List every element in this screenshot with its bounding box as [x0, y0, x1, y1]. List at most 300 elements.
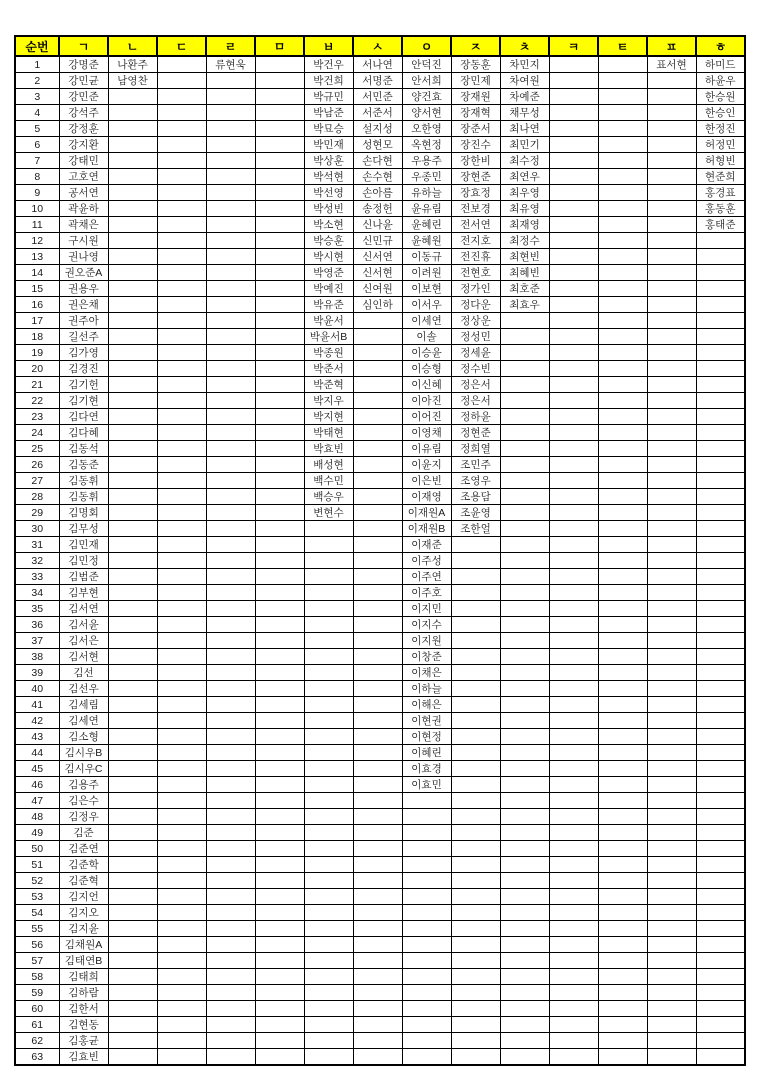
row-number-cell[interactable]: 17	[15, 313, 59, 329]
name-cell[interactable]: 김은수	[59, 793, 108, 809]
name-cell[interactable]: 차예준	[500, 89, 549, 105]
name-cell[interactable]	[500, 553, 549, 569]
name-cell[interactable]	[206, 937, 255, 953]
name-cell[interactable]: 양서현	[402, 105, 451, 121]
name-cell[interactable]: 김다혜	[59, 425, 108, 441]
name-cell[interactable]	[598, 105, 647, 121]
name-cell[interactable]: 김선	[59, 665, 108, 681]
name-cell[interactable]	[108, 889, 157, 905]
name-cell[interactable]	[696, 937, 745, 953]
name-cell[interactable]	[598, 681, 647, 697]
name-cell[interactable]	[598, 793, 647, 809]
name-cell[interactable]	[696, 825, 745, 841]
name-cell[interactable]	[598, 1017, 647, 1033]
name-cell[interactable]	[353, 473, 402, 489]
name-cell[interactable]	[598, 969, 647, 985]
row-number-cell[interactable]: 26	[15, 457, 59, 473]
name-cell[interactable]: 김경진	[59, 361, 108, 377]
name-cell[interactable]	[206, 297, 255, 313]
name-cell[interactable]	[157, 553, 206, 569]
name-cell[interactable]: 김지윤	[59, 921, 108, 937]
name-cell[interactable]	[353, 489, 402, 505]
name-cell[interactable]: 서민준	[353, 89, 402, 105]
name-cell[interactable]	[451, 1033, 500, 1049]
name-cell[interactable]: 김시우C	[59, 761, 108, 777]
name-cell[interactable]	[206, 537, 255, 553]
name-cell[interactable]	[206, 617, 255, 633]
name-cell[interactable]: 정은서	[451, 393, 500, 409]
name-cell[interactable]	[549, 137, 598, 153]
name-cell[interactable]	[647, 153, 696, 169]
name-cell[interactable]	[353, 921, 402, 937]
name-cell[interactable]	[304, 777, 353, 793]
name-cell[interactable]	[451, 793, 500, 809]
name-cell[interactable]	[206, 409, 255, 425]
name-cell[interactable]: 최효우	[500, 297, 549, 313]
name-cell[interactable]	[353, 425, 402, 441]
name-cell[interactable]	[647, 217, 696, 233]
name-cell[interactable]	[696, 313, 745, 329]
name-cell[interactable]	[255, 345, 304, 361]
name-cell[interactable]	[500, 969, 549, 985]
name-cell[interactable]	[157, 297, 206, 313]
name-cell[interactable]	[647, 553, 696, 569]
name-cell[interactable]	[255, 473, 304, 489]
name-cell[interactable]: 최호준	[500, 281, 549, 297]
name-cell[interactable]	[598, 553, 647, 569]
name-cell[interactable]: 전서연	[451, 217, 500, 233]
name-cell[interactable]: 김채원A	[59, 937, 108, 953]
name-cell[interactable]	[402, 1001, 451, 1017]
name-cell[interactable]	[500, 793, 549, 809]
name-cell[interactable]	[157, 105, 206, 121]
name-cell[interactable]	[157, 745, 206, 761]
name-cell[interactable]	[451, 873, 500, 889]
name-cell[interactable]	[598, 1001, 647, 1017]
name-cell[interactable]	[255, 1049, 304, 1066]
name-cell[interactable]	[549, 297, 598, 313]
name-cell[interactable]	[157, 985, 206, 1001]
name-cell[interactable]	[598, 345, 647, 361]
name-cell[interactable]	[353, 953, 402, 969]
name-cell[interactable]	[353, 681, 402, 697]
name-cell[interactable]	[255, 793, 304, 809]
name-cell[interactable]: 최유영	[500, 201, 549, 217]
name-cell[interactable]	[304, 969, 353, 985]
name-cell[interactable]	[206, 585, 255, 601]
name-cell[interactable]	[157, 409, 206, 425]
name-cell[interactable]: 강명준	[59, 56, 108, 73]
name-cell[interactable]	[500, 361, 549, 377]
name-cell[interactable]	[353, 313, 402, 329]
name-cell[interactable]	[500, 345, 549, 361]
name-cell[interactable]	[108, 953, 157, 969]
name-cell[interactable]	[353, 505, 402, 521]
name-cell[interactable]: 박건우	[304, 56, 353, 73]
name-cell[interactable]	[108, 249, 157, 265]
name-cell[interactable]	[157, 233, 206, 249]
name-cell[interactable]: 권나영	[59, 249, 108, 265]
name-cell[interactable]	[647, 729, 696, 745]
name-cell[interactable]	[549, 793, 598, 809]
name-cell[interactable]	[157, 489, 206, 505]
name-cell[interactable]	[206, 809, 255, 825]
name-cell[interactable]	[598, 617, 647, 633]
name-cell[interactable]: 김준학	[59, 857, 108, 873]
name-cell[interactable]	[549, 841, 598, 857]
name-cell[interactable]: 장동훈	[451, 56, 500, 73]
name-cell[interactable]	[353, 825, 402, 841]
name-cell[interactable]	[451, 969, 500, 985]
name-cell[interactable]	[304, 937, 353, 953]
name-cell[interactable]: 곽윤하	[59, 201, 108, 217]
name-cell[interactable]	[549, 329, 598, 345]
name-cell[interactable]	[500, 857, 549, 873]
name-cell[interactable]: 김준	[59, 825, 108, 841]
name-cell[interactable]	[353, 633, 402, 649]
row-number-cell[interactable]: 56	[15, 937, 59, 953]
name-cell[interactable]: 김선우	[59, 681, 108, 697]
name-cell[interactable]	[549, 233, 598, 249]
name-cell[interactable]: 류현욱	[206, 56, 255, 73]
row-number-cell[interactable]: 62	[15, 1033, 59, 1049]
name-cell[interactable]: 김범준	[59, 569, 108, 585]
name-cell[interactable]	[206, 729, 255, 745]
name-cell[interactable]	[549, 969, 598, 985]
column-header[interactable]: ㄹ	[206, 36, 255, 56]
name-cell[interactable]	[402, 985, 451, 1001]
name-cell[interactable]	[255, 825, 304, 841]
name-cell[interactable]	[500, 409, 549, 425]
row-number-cell[interactable]: 19	[15, 345, 59, 361]
name-cell[interactable]	[157, 73, 206, 89]
name-cell[interactable]	[500, 393, 549, 409]
name-cell[interactable]	[598, 633, 647, 649]
name-cell[interactable]	[647, 121, 696, 137]
name-cell[interactable]	[255, 505, 304, 521]
name-cell[interactable]	[500, 841, 549, 857]
name-cell[interactable]	[108, 1049, 157, 1066]
name-cell[interactable]: 김소형	[59, 729, 108, 745]
name-cell[interactable]	[255, 585, 304, 601]
row-number-cell[interactable]: 10	[15, 201, 59, 217]
name-cell[interactable]	[598, 169, 647, 185]
name-cell[interactable]	[206, 361, 255, 377]
name-cell[interactable]: 우종민	[402, 169, 451, 185]
name-cell[interactable]: 이세연	[402, 313, 451, 329]
name-cell[interactable]	[255, 425, 304, 441]
name-cell[interactable]: 최정수	[500, 233, 549, 249]
name-cell[interactable]	[402, 937, 451, 953]
name-cell[interactable]	[108, 857, 157, 873]
row-number-cell[interactable]: 18	[15, 329, 59, 345]
name-cell[interactable]	[549, 265, 598, 281]
name-cell[interactable]: 윤유림	[402, 201, 451, 217]
name-cell[interactable]	[108, 713, 157, 729]
name-cell[interactable]	[500, 681, 549, 697]
name-cell[interactable]	[402, 1017, 451, 1033]
name-cell[interactable]	[696, 425, 745, 441]
name-cell[interactable]	[549, 585, 598, 601]
name-cell[interactable]	[402, 1049, 451, 1066]
name-cell[interactable]	[157, 873, 206, 889]
name-cell[interactable]	[353, 1033, 402, 1049]
name-cell[interactable]: 채무성	[500, 105, 549, 121]
name-cell[interactable]	[696, 713, 745, 729]
name-cell[interactable]	[108, 809, 157, 825]
name-cell[interactable]	[353, 585, 402, 601]
name-cell[interactable]: 강민준	[59, 89, 108, 105]
name-cell[interactable]	[206, 777, 255, 793]
name-cell[interactable]	[255, 809, 304, 825]
name-cell[interactable]: 남영찬	[108, 73, 157, 89]
name-cell[interactable]	[304, 697, 353, 713]
row-number-cell[interactable]: 6	[15, 137, 59, 153]
name-cell[interactable]: 박승훈	[304, 233, 353, 249]
name-cell[interactable]	[108, 777, 157, 793]
name-cell[interactable]	[598, 249, 647, 265]
row-number-cell[interactable]: 16	[15, 297, 59, 313]
name-cell[interactable]: 손수현	[353, 169, 402, 185]
name-cell[interactable]	[402, 825, 451, 841]
name-cell[interactable]: 최재영	[500, 217, 549, 233]
name-cell[interactable]	[451, 729, 500, 745]
name-cell[interactable]	[157, 361, 206, 377]
name-cell[interactable]: 박유준	[304, 297, 353, 313]
name-cell[interactable]	[255, 665, 304, 681]
name-cell[interactable]	[206, 889, 255, 905]
name-cell[interactable]	[206, 73, 255, 89]
name-cell[interactable]	[157, 457, 206, 473]
name-cell[interactable]	[255, 713, 304, 729]
name-cell[interactable]: 신여원	[353, 281, 402, 297]
name-cell[interactable]	[598, 873, 647, 889]
name-cell[interactable]	[598, 329, 647, 345]
name-cell[interactable]	[451, 809, 500, 825]
name-cell[interactable]	[304, 665, 353, 681]
name-cell[interactable]	[549, 889, 598, 905]
name-cell[interactable]: 김서현	[59, 649, 108, 665]
name-cell[interactable]	[647, 313, 696, 329]
name-cell[interactable]	[451, 1001, 500, 1017]
name-cell[interactable]	[598, 937, 647, 953]
row-number-cell[interactable]: 52	[15, 873, 59, 889]
name-cell[interactable]	[549, 729, 598, 745]
name-cell[interactable]: 이주호	[402, 585, 451, 601]
name-cell[interactable]: 정가인	[451, 281, 500, 297]
name-cell[interactable]	[647, 297, 696, 313]
name-cell[interactable]	[108, 345, 157, 361]
row-number-cell[interactable]: 4	[15, 105, 59, 121]
name-cell[interactable]	[549, 521, 598, 537]
name-cell[interactable]	[451, 953, 500, 969]
name-cell[interactable]	[696, 697, 745, 713]
row-number-cell[interactable]: 7	[15, 153, 59, 169]
column-header-index[interactable]: 순번	[15, 36, 59, 56]
name-cell[interactable]: 전보경	[451, 201, 500, 217]
name-cell[interactable]: 박건희	[304, 73, 353, 89]
name-cell[interactable]: 이주연	[402, 569, 451, 585]
name-cell[interactable]: 이윤지	[402, 457, 451, 473]
name-cell[interactable]	[647, 105, 696, 121]
name-cell[interactable]	[451, 553, 500, 569]
name-cell[interactable]	[647, 73, 696, 89]
name-cell[interactable]	[647, 761, 696, 777]
name-cell[interactable]	[108, 729, 157, 745]
name-cell[interactable]	[255, 201, 304, 217]
name-cell[interactable]	[647, 921, 696, 937]
name-cell[interactable]	[206, 505, 255, 521]
name-cell[interactable]	[108, 1001, 157, 1017]
name-cell[interactable]	[304, 521, 353, 537]
name-cell[interactable]	[500, 457, 549, 473]
name-cell[interactable]	[598, 409, 647, 425]
name-cell[interactable]	[353, 649, 402, 665]
column-header[interactable]: ㅍ	[647, 36, 696, 56]
name-cell[interactable]	[157, 281, 206, 297]
name-cell[interactable]	[157, 857, 206, 873]
name-cell[interactable]	[500, 937, 549, 953]
name-cell[interactable]: 정희열	[451, 441, 500, 457]
name-cell[interactable]	[157, 345, 206, 361]
name-cell[interactable]	[108, 617, 157, 633]
name-cell[interactable]	[647, 937, 696, 953]
name-cell[interactable]	[108, 601, 157, 617]
name-cell[interactable]: 이재준	[402, 537, 451, 553]
name-cell[interactable]: 공서연	[59, 185, 108, 201]
name-cell[interactable]: 박남준	[304, 105, 353, 121]
row-number-cell[interactable]: 28	[15, 489, 59, 505]
name-cell[interactable]	[108, 921, 157, 937]
name-cell[interactable]	[157, 505, 206, 521]
name-cell[interactable]	[255, 377, 304, 393]
name-cell[interactable]: 권주아	[59, 313, 108, 329]
name-cell[interactable]	[598, 953, 647, 969]
name-cell[interactable]	[255, 313, 304, 329]
name-cell[interactable]	[304, 601, 353, 617]
name-cell[interactable]	[696, 1001, 745, 1017]
name-cell[interactable]	[598, 809, 647, 825]
name-cell[interactable]: 장준서	[451, 121, 500, 137]
name-cell[interactable]	[353, 1017, 402, 1033]
name-cell[interactable]	[206, 393, 255, 409]
name-cell[interactable]	[451, 889, 500, 905]
name-cell[interactable]	[108, 793, 157, 809]
name-cell[interactable]	[255, 729, 304, 745]
name-cell[interactable]	[696, 793, 745, 809]
name-cell[interactable]	[647, 953, 696, 969]
name-cell[interactable]	[696, 633, 745, 649]
name-cell[interactable]: 강지환	[59, 137, 108, 153]
name-cell[interactable]	[647, 185, 696, 201]
name-cell[interactable]	[255, 601, 304, 617]
column-header[interactable]: ㄱ	[59, 36, 108, 56]
name-cell[interactable]	[549, 1017, 598, 1033]
name-cell[interactable]: 박효빈	[304, 441, 353, 457]
name-cell[interactable]	[206, 873, 255, 889]
name-cell[interactable]	[255, 393, 304, 409]
name-cell[interactable]	[696, 889, 745, 905]
name-cell[interactable]: 장재혁	[451, 105, 500, 121]
row-number-cell[interactable]: 41	[15, 697, 59, 713]
name-cell[interactable]	[108, 233, 157, 249]
name-cell[interactable]	[108, 825, 157, 841]
name-cell[interactable]	[549, 217, 598, 233]
name-cell[interactable]	[598, 505, 647, 521]
name-cell[interactable]: 김세림	[59, 697, 108, 713]
name-cell[interactable]	[598, 921, 647, 937]
name-cell[interactable]: 김지오	[59, 905, 108, 921]
name-cell[interactable]	[451, 665, 500, 681]
name-cell[interactable]	[304, 889, 353, 905]
name-cell[interactable]	[255, 329, 304, 345]
name-cell[interactable]	[647, 329, 696, 345]
name-cell[interactable]: 박종원	[304, 345, 353, 361]
name-cell[interactable]	[696, 969, 745, 985]
name-cell[interactable]	[157, 393, 206, 409]
name-cell[interactable]: 조윤영	[451, 505, 500, 521]
name-cell[interactable]	[696, 377, 745, 393]
row-number-cell[interactable]: 60	[15, 1001, 59, 1017]
name-cell[interactable]	[157, 153, 206, 169]
name-cell[interactable]: 박소현	[304, 217, 353, 233]
name-cell[interactable]	[647, 441, 696, 457]
name-cell[interactable]: 서나연	[353, 56, 402, 73]
name-cell[interactable]: 구시원	[59, 233, 108, 249]
name-cell[interactable]	[108, 457, 157, 473]
name-cell[interactable]	[500, 905, 549, 921]
name-cell[interactable]	[549, 169, 598, 185]
row-number-cell[interactable]: 12	[15, 233, 59, 249]
name-cell[interactable]	[647, 137, 696, 153]
row-number-cell[interactable]: 49	[15, 825, 59, 841]
name-cell[interactable]	[549, 649, 598, 665]
name-cell[interactable]	[451, 537, 500, 553]
row-number-cell[interactable]: 51	[15, 857, 59, 873]
name-cell[interactable]	[647, 681, 696, 697]
row-number-cell[interactable]: 37	[15, 633, 59, 649]
name-cell[interactable]	[304, 1017, 353, 1033]
name-cell[interactable]	[549, 681, 598, 697]
name-cell[interactable]	[206, 105, 255, 121]
name-cell[interactable]: 김기헌	[59, 377, 108, 393]
name-cell[interactable]	[647, 361, 696, 377]
name-cell[interactable]	[549, 393, 598, 409]
name-cell[interactable]	[304, 745, 353, 761]
name-cell[interactable]: 신서현	[353, 265, 402, 281]
name-cell[interactable]	[598, 73, 647, 89]
name-cell[interactable]	[108, 297, 157, 313]
name-cell[interactable]: 이어진	[402, 409, 451, 425]
name-cell[interactable]: 박지현	[304, 409, 353, 425]
name-cell[interactable]	[157, 697, 206, 713]
column-header[interactable]: ㄷ	[157, 36, 206, 56]
name-cell[interactable]: 심인하	[353, 297, 402, 313]
name-cell[interactable]	[647, 1001, 696, 1017]
name-cell[interactable]	[696, 681, 745, 697]
name-cell[interactable]	[206, 521, 255, 537]
name-cell[interactable]: 변현수	[304, 505, 353, 521]
name-cell[interactable]: 조한얼	[451, 521, 500, 537]
name-cell[interactable]: 전진휴	[451, 249, 500, 265]
name-cell[interactable]	[108, 441, 157, 457]
name-cell[interactable]	[108, 281, 157, 297]
name-cell[interactable]	[304, 857, 353, 873]
row-number-cell[interactable]: 36	[15, 617, 59, 633]
row-number-cell[interactable]: 45	[15, 761, 59, 777]
name-cell[interactable]	[451, 761, 500, 777]
row-number-cell[interactable]: 31	[15, 537, 59, 553]
